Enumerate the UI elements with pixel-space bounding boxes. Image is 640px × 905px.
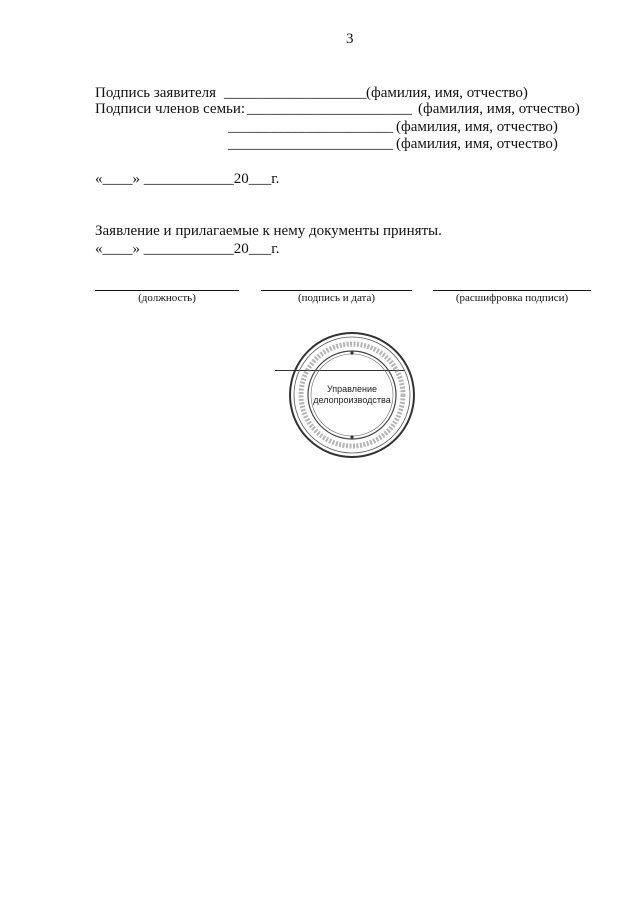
position-line <box>95 290 239 291</box>
family-signatures-label: Подписи членов семьи: <box>95 101 246 117</box>
family-signature-hint-2: (фамилия, имя, отчество) <box>396 119 558 135</box>
family-signature-blank-1: ______________________ <box>247 101 412 117</box>
decoding-caption: (расшифровка подписи) <box>455 292 569 304</box>
stamp-seal <box>287 330 417 460</box>
signature-date-caption: (подпись и дата) <box>297 292 376 304</box>
decoding-line <box>433 290 591 291</box>
stamp-text-line-2: делопроизводства <box>313 395 391 405</box>
family-signature-blank-3: ______________________ <box>228 136 393 152</box>
applicant-signature-hint: (фамилия, имя, отчество) <box>366 85 528 101</box>
applicant-signature-label: Подпись заявителя <box>95 85 217 101</box>
page-number: 3 <box>346 31 354 47</box>
date-line-2: «____» ____________20___г. <box>95 241 280 257</box>
position-caption: (должность) <box>138 292 196 304</box>
family-signature-hint-1: (фамилия, имя, отчество) <box>418 101 580 117</box>
stamp-text-line-1: Управление <box>326 384 378 394</box>
applicant-signature-blank: ___________________ <box>224 85 367 101</box>
family-signature-blank-2: ______________________ <box>228 119 393 135</box>
date-line-1: «____» ____________20___г. <box>95 171 280 187</box>
accepted-text: Заявление и прилагаемые к нему документы приняты. <box>95 223 442 239</box>
signature-date-line <box>261 290 412 291</box>
family-signature-hint-3: (фамилия, имя, отчество) <box>396 136 558 152</box>
